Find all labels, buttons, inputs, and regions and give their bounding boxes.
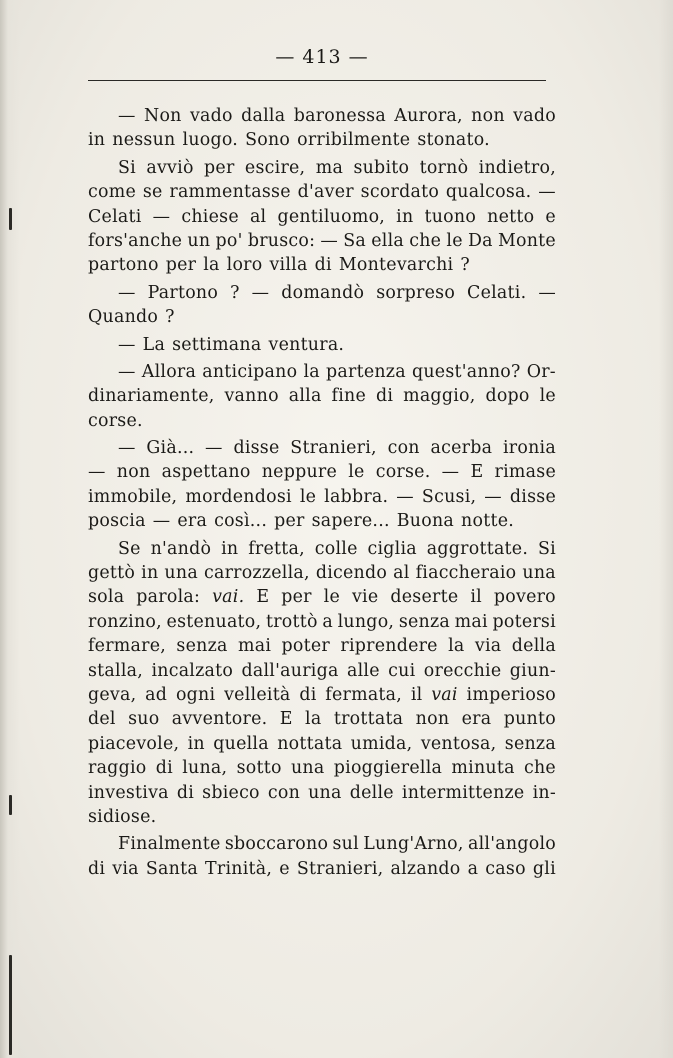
- word: la: [448, 636, 465, 657]
- word: se: [142, 182, 163, 203]
- word: —: [396, 486, 414, 507]
- word: Stranieri,: [296, 858, 384, 879]
- word: dall'auriga: [241, 660, 339, 681]
- word: dinariamente,: [88, 386, 215, 407]
- word: domandò: [281, 282, 365, 303]
- word: era: [461, 709, 492, 730]
- text-line: [88, 281, 556, 305]
- word: ventosa,: [420, 733, 497, 754]
- word: scordato: [360, 182, 440, 203]
- body-text: [88, 104, 556, 881]
- word: per: [281, 587, 312, 608]
- word: —: [88, 462, 106, 483]
- word: po': [215, 230, 243, 251]
- word: brusco:: [247, 230, 316, 251]
- word: tornò: [419, 157, 469, 178]
- word: le: [348, 462, 365, 483]
- word: alle: [346, 660, 380, 681]
- word: Se: [118, 538, 141, 559]
- text-line: [88, 485, 556, 509]
- word: partenza: [326, 361, 406, 382]
- word: gettò: [88, 563, 136, 584]
- word: avviò: [146, 157, 194, 178]
- word: senza: [504, 733, 556, 754]
- word: dicendo: [315, 563, 388, 584]
- text-line: [88, 229, 556, 253]
- word: ?: [460, 255, 470, 276]
- word: —: [152, 206, 171, 227]
- word: —: [538, 182, 556, 203]
- text-line: [88, 305, 556, 329]
- word: Monte: [497, 230, 556, 251]
- word: senza: [176, 636, 228, 657]
- text-line: [88, 156, 556, 180]
- word: con: [387, 438, 420, 459]
- word: fiaccheraio: [415, 563, 517, 584]
- word: Già...: [146, 438, 195, 459]
- word: sidiose.: [88, 806, 157, 827]
- text-line: [88, 756, 556, 780]
- word: quest'anno?: [411, 361, 521, 382]
- word: settimana: [172, 334, 262, 355]
- word: di: [375, 386, 394, 407]
- word: avventore.: [171, 709, 268, 730]
- word: potersi: [492, 611, 556, 632]
- word: immobile,: [88, 486, 178, 507]
- word: tuono: [424, 206, 477, 227]
- word: una: [522, 563, 556, 584]
- word: ironia: [502, 438, 556, 459]
- word: in: [141, 563, 159, 584]
- word: per: [204, 157, 235, 178]
- word: ?: [165, 307, 175, 328]
- word: fors'anche: [88, 230, 183, 251]
- text-line: [88, 384, 556, 408]
- word: umida,: [350, 733, 413, 754]
- text-line: [88, 205, 556, 229]
- word: —: [538, 282, 556, 303]
- text-line: [88, 436, 556, 460]
- word: e: [279, 858, 290, 879]
- page-edge-shadow: [659, 0, 673, 1058]
- word: Da: [467, 230, 493, 251]
- word: Non: [143, 106, 182, 126]
- text-line: [88, 537, 556, 561]
- word: suo: [128, 709, 160, 730]
- word: anticipano: [202, 361, 298, 382]
- text-line: [88, 509, 556, 533]
- word: vado: [189, 106, 233, 126]
- word: Si: [537, 538, 556, 559]
- word: punto: [503, 709, 556, 730]
- word: Buona: [396, 511, 455, 532]
- word: le: [446, 230, 463, 251]
- word: trottò: [265, 611, 318, 632]
- word: labbra.: [324, 486, 389, 507]
- word: Scusi,: [421, 486, 477, 507]
- word: Santa: [145, 858, 198, 879]
- word: qualcosa.: [445, 182, 532, 203]
- word: La: [142, 334, 166, 355]
- word: Trinità,: [205, 858, 273, 879]
- word: in: [396, 206, 414, 227]
- word: quella: [213, 733, 269, 754]
- word: Aurora,: [394, 106, 463, 126]
- word: ronzino,: [88, 611, 162, 632]
- text-line: [88, 460, 556, 484]
- word: fermata,: [325, 684, 403, 705]
- word: riprendere: [340, 636, 438, 657]
- word: pioggierella: [333, 758, 443, 779]
- word: una: [164, 563, 198, 584]
- word: incalzato: [151, 660, 234, 681]
- word: colle: [314, 538, 358, 559]
- word: n'andò: [150, 538, 212, 559]
- word: di: [314, 255, 332, 276]
- word: Si: [118, 157, 136, 178]
- word: senza: [398, 611, 451, 632]
- text-line: [88, 585, 556, 609]
- word: come: [88, 182, 136, 203]
- word: disse: [509, 486, 556, 507]
- word: carrozzella,: [203, 563, 310, 584]
- text-line: [88, 857, 556, 881]
- word: piacevole,: [88, 733, 180, 754]
- word: acerba: [430, 438, 493, 459]
- word: netto: [487, 206, 535, 227]
- word: luna,: [182, 758, 228, 779]
- word: Montevarchi: [338, 255, 454, 276]
- word: aspettano: [161, 462, 251, 483]
- word: subito: [353, 157, 410, 178]
- word: E: [470, 462, 484, 483]
- word: era: [177, 511, 208, 532]
- text-line: [88, 659, 556, 683]
- word: così...: [214, 511, 268, 532]
- word: le: [539, 386, 556, 407]
- word: per: [165, 255, 197, 276]
- text-line: [88, 610, 556, 634]
- text-line: [88, 253, 556, 277]
- word: stonato.: [417, 130, 490, 151]
- word: alzando: [390, 858, 461, 879]
- word: che: [523, 758, 556, 779]
- word: investiva: [88, 782, 169, 803]
- word: loro: [226, 255, 263, 276]
- word: raggio: [88, 758, 147, 779]
- word: il: [470, 587, 482, 608]
- header-rule: [88, 80, 546, 81]
- text-line: [88, 128, 556, 152]
- word: non: [415, 709, 450, 730]
- word: mai: [454, 611, 488, 632]
- word: sotto: [236, 758, 282, 779]
- word: dopo: [485, 386, 530, 407]
- word: lungo,: [337, 611, 395, 632]
- word: nottata: [277, 733, 343, 754]
- word: —: [320, 230, 339, 251]
- word: sul: [332, 834, 359, 855]
- word: Lung'Arno,: [363, 834, 464, 855]
- word: per: [274, 511, 305, 532]
- word: sboccarono: [224, 834, 329, 855]
- word: indietro,: [478, 157, 556, 178]
- word: il: [410, 684, 423, 705]
- word: baronessa: [293, 106, 386, 126]
- word: maggio,: [403, 386, 476, 407]
- word: mai: [238, 636, 272, 657]
- word: ventura.: [268, 334, 345, 355]
- word: escire,: [244, 157, 306, 178]
- word: E: [256, 587, 270, 608]
- text-line: [88, 634, 556, 658]
- word: via: [112, 858, 139, 879]
- word: in: [187, 733, 205, 754]
- word: gentiluomo,: [277, 206, 386, 227]
- word: —: [251, 282, 270, 303]
- word: d'aver: [297, 182, 354, 203]
- word: Or-: [526, 361, 556, 382]
- word: ?: [230, 282, 240, 303]
- word: intermittenze: [401, 782, 525, 803]
- word: giun-: [509, 660, 556, 681]
- word: E: [279, 709, 293, 730]
- word: ogni: [175, 684, 216, 705]
- word: di: [176, 782, 195, 803]
- word: vai: [431, 684, 458, 705]
- word: di: [88, 858, 106, 879]
- word: una: [290, 758, 325, 779]
- word: Celati: [88, 206, 142, 227]
- word: —: [152, 511, 171, 532]
- word: al: [249, 206, 267, 227]
- word: Partono: [147, 282, 219, 303]
- word: poscia: [88, 511, 146, 532]
- binding-mark: [9, 208, 12, 230]
- word: Allora: [141, 361, 197, 382]
- word: geva,: [88, 684, 137, 705]
- word: vanno: [224, 386, 279, 407]
- text-line: [88, 707, 556, 731]
- word: —: [118, 106, 136, 126]
- page-number: — 413 —: [275, 46, 369, 68]
- text-line: [88, 683, 556, 707]
- word: vai.: [212, 587, 245, 608]
- word: —: [484, 486, 502, 507]
- word: imperioso: [466, 684, 556, 705]
- text-line: [88, 561, 556, 585]
- word: in: [221, 538, 239, 559]
- binding-mark: [9, 795, 12, 815]
- word: rammentasse: [169, 182, 291, 203]
- word: povero: [493, 587, 556, 608]
- word: e: [545, 206, 556, 227]
- binding-mark: [9, 955, 12, 1055]
- word: in: [88, 130, 106, 151]
- text-line: [88, 832, 556, 856]
- word: una: [308, 782, 342, 803]
- word: al: [393, 563, 410, 584]
- text-line: [88, 333, 556, 357]
- word: trottata: [333, 709, 404, 730]
- word: —: [118, 438, 136, 459]
- text-line: [88, 409, 556, 433]
- word: vado: [513, 106, 556, 126]
- word: dalla: [241, 106, 286, 126]
- word: cui: [388, 660, 416, 681]
- word: all'angolo: [468, 834, 556, 855]
- word: delle: [349, 782, 394, 803]
- word: rimase: [494, 462, 556, 483]
- word: della: [511, 636, 556, 657]
- word: ella: [371, 230, 405, 251]
- text-line: [88, 180, 556, 204]
- word: vie: [351, 587, 379, 608]
- word: ciglia: [367, 538, 417, 559]
- word: nessun: [112, 130, 176, 151]
- word: alla: [288, 386, 322, 407]
- word: Sa: [343, 230, 367, 251]
- word: che: [409, 230, 442, 251]
- word: orecchie: [423, 660, 502, 681]
- text-line: [88, 781, 556, 805]
- word: via: [474, 636, 502, 657]
- word: sbieco: [202, 782, 260, 803]
- word: neppure: [261, 462, 338, 483]
- text-line: [88, 360, 556, 384]
- word: fretta,: [248, 538, 305, 559]
- word: con: [267, 782, 301, 803]
- word: fine: [331, 386, 367, 407]
- word: la: [303, 361, 320, 382]
- word: orribilmente: [297, 130, 411, 151]
- word: notte.: [461, 511, 515, 532]
- word: Finalmente: [118, 834, 221, 855]
- text-line: [88, 104, 556, 128]
- text-line: [88, 805, 556, 829]
- word: —: [118, 282, 136, 303]
- word: ad: [145, 684, 168, 705]
- word: sola: [88, 587, 125, 608]
- word: luogo.: [182, 130, 239, 151]
- word: corse.: [88, 410, 143, 431]
- word: —: [441, 462, 460, 483]
- word: un: [187, 230, 211, 251]
- word: del: [88, 709, 116, 730]
- word: a: [322, 611, 333, 632]
- word: —: [118, 334, 136, 355]
- word: velleità: [224, 684, 291, 705]
- word: a: [467, 858, 479, 879]
- word: partono: [88, 255, 159, 276]
- word: sorpreso: [376, 282, 456, 303]
- word: caso: [485, 858, 526, 879]
- word: non: [116, 462, 151, 483]
- page-gutter-shadow: [0, 0, 20, 1058]
- word: le: [299, 486, 317, 507]
- word: chiese: [181, 206, 239, 227]
- word: corse.: [375, 462, 431, 483]
- word: Sono: [245, 130, 291, 151]
- word: gli: [532, 858, 556, 879]
- word: la: [305, 709, 322, 730]
- word: di: [299, 684, 317, 705]
- word: stalla,: [88, 660, 144, 681]
- word: —: [118, 361, 136, 382]
- word: le: [323, 587, 341, 608]
- word: Quando: [88, 307, 159, 328]
- text-line: [88, 732, 556, 756]
- word: fermare,: [88, 636, 167, 657]
- word: aggrottate.: [426, 538, 529, 559]
- word: mordendosi: [185, 486, 292, 507]
- word: minuta: [451, 758, 515, 779]
- word: Stranieri,: [290, 438, 377, 459]
- word: —: [205, 438, 223, 459]
- word: sapere...: [311, 511, 390, 532]
- word: disse: [233, 438, 280, 459]
- word: in-: [532, 782, 556, 803]
- word: non: [471, 106, 505, 126]
- word: villa: [269, 255, 308, 276]
- word: estenuato,: [166, 611, 262, 632]
- word: di: [155, 758, 173, 779]
- word: la: [203, 255, 220, 276]
- word: Celati.: [467, 282, 527, 303]
- word: ma: [315, 157, 344, 178]
- word: parola:: [136, 587, 201, 608]
- word: poter: [281, 636, 330, 657]
- word: deserte: [390, 587, 459, 608]
